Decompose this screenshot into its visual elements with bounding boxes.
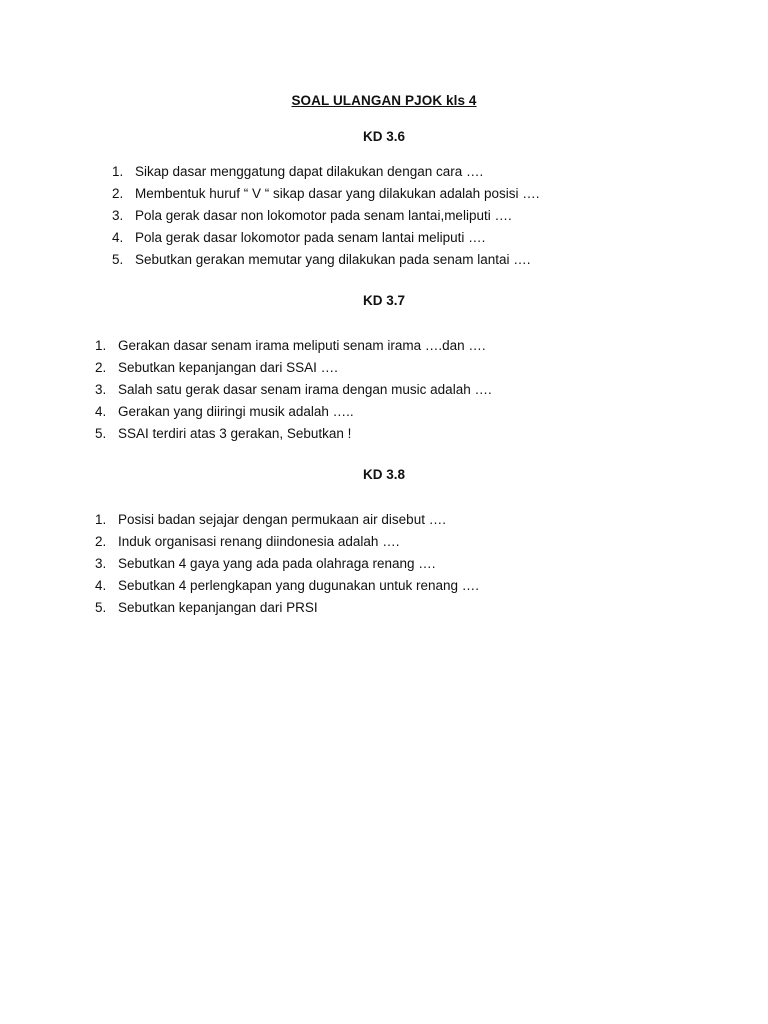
- item-number: 2.: [95, 360, 107, 375]
- item-number: 4.: [95, 404, 107, 419]
- item-number: 1.: [95, 512, 107, 527]
- item-text: SSAI terdiri atas 3 gerakan, Sebutkan !: [118, 426, 352, 441]
- item-text: Sebutkan 4 gaya yang ada pada olahraga renang ….: [118, 556, 436, 571]
- item-text: Gerakan dasar senam irama meliputi senam irama ….dan ….: [118, 338, 486, 353]
- item-number: 5.: [95, 426, 107, 441]
- item-number: 3.: [112, 208, 124, 223]
- item-text: Sebutkan gerakan memutar yang dilakukan pada senam lantai ….: [135, 252, 531, 267]
- item-number: 2.: [95, 534, 107, 549]
- item-number: 1.: [112, 164, 124, 179]
- item-text: Gerakan yang diiringi musik adalah …..: [118, 404, 354, 419]
- item-number: 4.: [95, 578, 107, 593]
- section-heading-kd-3-8: KD 3.8: [362, 467, 406, 482]
- item-number: 1.: [95, 338, 107, 353]
- item-text: Sikap dasar menggatung dapat dilakukan dengan cara ….: [135, 164, 484, 179]
- item-text: Pola gerak dasar lokomotor pada senam lantai meliputi ….: [135, 230, 486, 245]
- item-number: 3.: [95, 382, 107, 397]
- item-number: 2.: [112, 186, 124, 201]
- item-text: Sebutkan kepanjangan dari SSAI ….: [118, 360, 338, 375]
- item-number: 5.: [112, 252, 124, 267]
- item-text: Posisi badan sejajar dengan permukaan air disebut ….: [118, 512, 446, 527]
- item-text: Pola gerak dasar non lokomotor pada senam lantai,meliputi ….: [135, 208, 512, 223]
- item-text: Sebutkan kepanjangan dari PRSI: [118, 600, 318, 615]
- item-text: Sebutkan 4 perlengkapan yang dugunakan untuk renang ….: [118, 578, 480, 593]
- item-text: Membentuk huruf “ V “ sikap dasar yang dilakukan adalah posisi ….: [135, 186, 540, 201]
- section-heading-kd-3-7: KD 3.7: [362, 293, 406, 308]
- section-heading-kd-3-6: KD 3.6: [362, 129, 406, 144]
- item-number: 4.: [112, 230, 124, 245]
- document-title: SOAL ULANGAN PJOK kls 4: [291, 93, 477, 108]
- item-text: Salah satu gerak dasar senam irama dengan music adalah ….: [118, 382, 492, 397]
- item-number: 5.: [95, 600, 107, 615]
- item-text: Induk organisasi renang diindonesia adalah ….: [118, 534, 400, 549]
- item-number: 3.: [95, 556, 107, 571]
